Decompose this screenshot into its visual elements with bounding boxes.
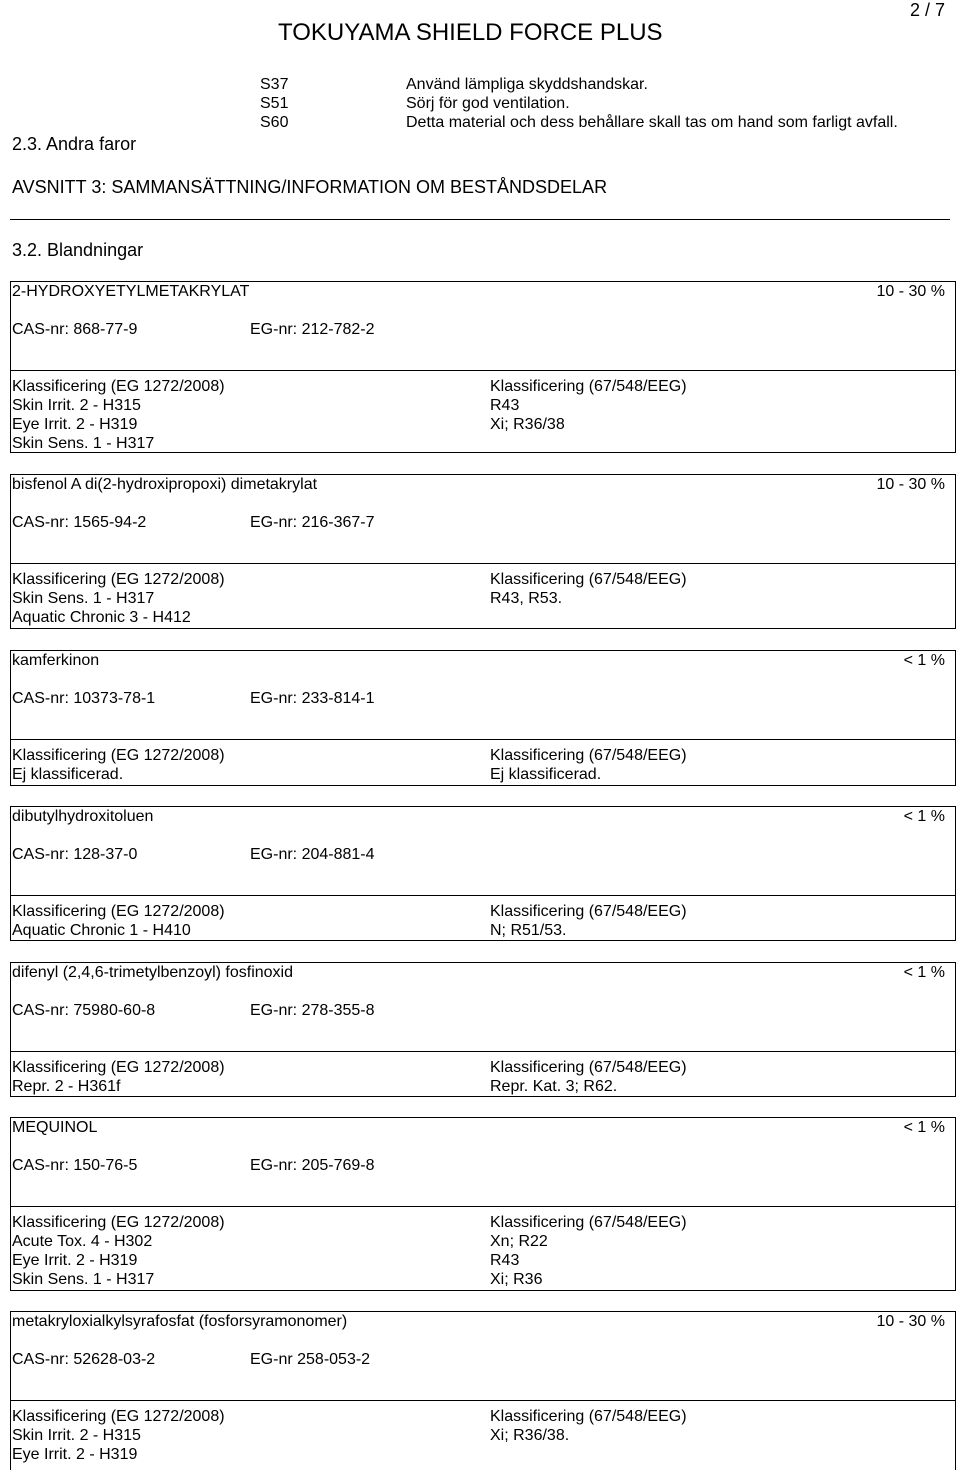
dsd-entry: R43, R53. <box>490 590 563 607</box>
dsd-entry: Xi; R36/38. <box>490 1427 570 1444</box>
substance-concentration: < 1 % <box>903 808 945 825</box>
eg-number: EG-nr: 233-814-1 <box>250 690 375 707</box>
s-phrase-row <box>0 94 960 113</box>
substance-concentration: 10 - 30 % <box>876 283 945 300</box>
dsd-classification <box>490 570 687 608</box>
clp-classification <box>12 746 225 784</box>
s-phrase-row <box>0 75 960 94</box>
block-divider <box>11 1051 955 1052</box>
other-hazards-heading: 2.3. Andra faror <box>12 134 137 154</box>
s-phrase-code: S51 <box>260 95 289 112</box>
cas-number: CAS-nr: 75980-60-8 <box>12 1002 156 1019</box>
clp-entry: Skin Sens. 1 - H317 <box>12 435 155 452</box>
substance-concentration: < 1 % <box>903 1119 945 1136</box>
block-divider <box>11 1206 955 1207</box>
clp-entry: Eye Irrit. 2 - H319 <box>12 416 138 433</box>
clp-entry: Skin Sens. 1 - H317 <box>12 1271 155 1288</box>
section-rule <box>10 219 950 220</box>
clp-entry: Skin Sens. 1 - H317 <box>12 590 155 607</box>
substance-name: metakryloxialkylsyrafosfat (fosforsyramonomer) <box>12 1313 348 1330</box>
dsd-classification <box>490 746 687 784</box>
clp-heading: Klassificering (EG 1272/2008) <box>12 1408 225 1425</box>
substance-concentration: < 1 % <box>903 964 945 981</box>
s-phrase-text: Detta material och dess behållare skall tas om hand som farligt avfall. <box>406 114 898 131</box>
cas-number: CAS-nr: 52628-03-2 <box>12 1351 156 1368</box>
dsd-heading: Klassificering (67/548/EEG) <box>490 378 687 395</box>
substance-name: dibutylhydroxitoluen <box>12 808 154 825</box>
substance-name: MEQUINOL <box>12 1119 98 1136</box>
clp-entry: Skin Irrit. 2 - H315 <box>12 397 141 414</box>
clp-entry: Aquatic Chronic 3 - H412 <box>12 609 191 626</box>
block-divider <box>11 895 955 896</box>
clp-heading: Klassificering (EG 1272/2008) <box>12 903 225 920</box>
s-phrase-code: S37 <box>260 76 289 93</box>
clp-entry: Acute Tox. 4 - H302 <box>12 1233 153 1250</box>
substance-block <box>10 806 956 941</box>
clp-classification <box>12 1213 225 1289</box>
dsd-entry: Xi; R36 <box>490 1271 543 1288</box>
cas-number: CAS-nr: 1565-94-2 <box>12 514 147 531</box>
dsd-heading: Klassificering (67/548/EEG) <box>490 1408 687 1425</box>
dsd-heading: Klassificering (67/548/EEG) <box>490 571 687 588</box>
s-phrase-row <box>0 113 960 132</box>
clp-classification <box>12 377 225 453</box>
substance-name: 2-HYDROXYETYLMETAKRYLAT <box>12 283 250 300</box>
dsd-entry: R43 <box>490 397 520 414</box>
dsd-heading: Klassificering (67/548/EEG) <box>490 747 687 764</box>
s-phrase-code: S60 <box>260 114 289 131</box>
clp-entry: Eye Irrit. 2 - H319 <box>12 1446 138 1463</box>
eg-number: EG-nr: 212-782-2 <box>250 321 375 338</box>
mixtures-heading: 3.2. Blandningar <box>12 240 144 260</box>
cas-number: CAS-nr: 128-37-0 <box>12 846 138 863</box>
clp-classification <box>12 1058 225 1096</box>
substance-name: kamferkinon <box>12 652 100 669</box>
dsd-heading: Klassificering (67/548/EEG) <box>490 903 687 920</box>
clp-entry: Ej klassificerad. <box>12 766 124 783</box>
dsd-entry: N; R51/53. <box>490 922 567 939</box>
block-divider <box>11 563 955 564</box>
clp-entry: Repr. 2 - H361f <box>12 1078 121 1095</box>
substance-concentration: 10 - 30 % <box>876 1313 945 1330</box>
cas-number: CAS-nr: 150-76-5 <box>12 1157 138 1174</box>
s-phrase-text: Sörj för god ventilation. <box>406 95 570 112</box>
eg-number: EG-nr: 205-769-8 <box>250 1157 375 1174</box>
clp-heading: Klassificering (EG 1272/2008) <box>12 1214 225 1231</box>
substance-block <box>10 1117 956 1291</box>
s-phrase-text: Använd lämpliga skyddshandskar. <box>406 76 648 93</box>
clp-heading: Klassificering (EG 1272/2008) <box>12 571 225 588</box>
substance-block <box>10 650 956 786</box>
clp-heading: Klassificering (EG 1272/2008) <box>12 1059 225 1076</box>
dsd-entry: Xi; R36/38 <box>490 416 565 433</box>
dsd-entry: Ej klassificerad. <box>490 766 602 783</box>
substance-name: bisfenol A di(2-hydroxipropoxi) dimetakrylat <box>12 476 318 493</box>
cas-number: CAS-nr: 868-77-9 <box>12 321 138 338</box>
page-number: 2 / 7 <box>909 0 945 20</box>
clp-classification <box>12 570 225 627</box>
dsd-classification <box>490 1213 687 1289</box>
block-divider <box>11 370 955 371</box>
clp-entry: Eye Irrit. 2 - H319 <box>12 1252 138 1269</box>
dsd-classification <box>490 1407 687 1445</box>
clp-classification <box>12 902 225 940</box>
document-title: TOKUYAMA SHIELD FORCE PLUS <box>278 19 663 46</box>
substance-block <box>10 474 956 629</box>
eg-number: EG-nr: 204-881-4 <box>250 846 375 863</box>
dsd-entry: Repr. Kat. 3; R62. <box>490 1078 618 1095</box>
dsd-heading: Klassificering (67/548/EEG) <box>490 1059 687 1076</box>
eg-number: EG-nr 258-053-2 <box>250 1351 371 1368</box>
block-divider <box>11 1400 955 1401</box>
dsd-classification <box>490 902 687 940</box>
dsd-entry: R43 <box>490 1252 520 1269</box>
clp-classification <box>12 1407 225 1464</box>
clp-entry: Skin Irrit. 2 - H315 <box>12 1427 141 1444</box>
dsd-entry: Xn; R22 <box>490 1233 548 1250</box>
substance-block <box>10 962 956 1097</box>
dsd-classification <box>490 377 687 434</box>
substance-block <box>10 1311 956 1470</box>
dsd-classification <box>490 1058 687 1096</box>
section-3-heading: AVSNITT 3: SAMMANSÄTTNING/INFORMATION OM BESTÅNDSDELAR <box>12 177 608 197</box>
dsd-heading: Klassificering (67/548/EEG) <box>490 1214 687 1231</box>
clp-entry: Aquatic Chronic 1 - H410 <box>12 922 191 939</box>
substance-concentration: < 1 % <box>903 652 945 669</box>
eg-number: EG-nr: 216-367-7 <box>250 514 375 531</box>
eg-number: EG-nr: 278-355-8 <box>250 1002 375 1019</box>
substance-concentration: 10 - 30 % <box>876 476 945 493</box>
clp-heading: Klassificering (EG 1272/2008) <box>12 378 225 395</box>
block-divider <box>11 739 955 740</box>
clp-heading: Klassificering (EG 1272/2008) <box>12 747 225 764</box>
substance-block <box>10 281 956 453</box>
cas-number: CAS-nr: 10373-78-1 <box>12 690 156 707</box>
substance-name: difenyl (2,4,6-trimetylbenzoyl) fosfinoxid <box>12 964 294 981</box>
